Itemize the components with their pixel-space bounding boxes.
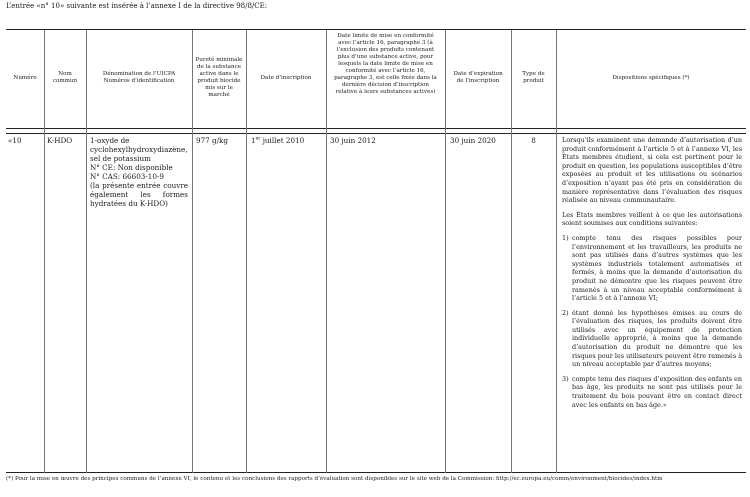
table-bottom-rule xyxy=(6,472,746,473)
spec-condition-3 xyxy=(562,375,742,409)
cell-date-limite: 30 juin 2012 xyxy=(330,136,376,145)
header-numero: Numéro xyxy=(13,74,37,81)
cell-numero: «10 xyxy=(8,136,22,145)
header-dispositions: Dispositions spécifiques (*) xyxy=(612,74,690,81)
iupac-name: 1-oxyde de cyclohexylhydroxydiazène, sel de potassium xyxy=(90,136,188,163)
cell-expiration: 30 juin 2020 xyxy=(450,136,496,145)
table-top-rule xyxy=(6,29,746,30)
header-date-limite: Date limite de mise en conformité avec l’article 16, paragraphe 3 (à l’exclusion des produits contenant plus d’une substance active, pour lesquels la date limite de mise en conformité avec l’article 16, paragraphe 3, est celle fixée dans la dernière décision d’inscription relative à leurs substances actives) xyxy=(334,33,437,95)
cas-number: N° CAS: 66603-10-9 xyxy=(90,172,164,181)
header-expiration: Date d’expiration de l’inscription xyxy=(453,71,503,84)
footnote: (*) Pour la mise en œuvre des principes communs de l’annexe VI, le contenu et les conclusions des rapports d’évaluation sont disponibles sur le site web de la Commission: http://ec.europa.eu/comm/environment/biocides/index.htm xyxy=(6,476,663,482)
spec-paragraph-1: Lorsqu’ils examinent une demande d’autorisation d’un produit conformément à l’article 5 et à l’annexe VI, les États membres étudient, si cela est pertinent pour le produit en question, les populations susceptibles d’être exposées au produit et les utilisations ou scénarios d’exposition n’ayant pas été pris en considération de manière représentative dans l’évaluation des risques réalisée au niveau communautaire. xyxy=(562,136,742,205)
ec-number: N° CE: Non disponible xyxy=(90,163,173,172)
header-type: Type de produit xyxy=(522,71,545,84)
cell-inscription xyxy=(251,136,325,145)
header-nom-commun: Nom commun xyxy=(52,71,78,84)
cell-purete: 977 g/kg xyxy=(196,136,228,145)
header-bottom-rule xyxy=(6,128,746,129)
coverage-note: (la présente entrée couvre également les formes hydratées du K-HDO) xyxy=(90,181,188,208)
cell-nom-commun: K-HDO xyxy=(47,136,73,145)
header-double-rule xyxy=(6,133,746,134)
condition-number: 3) xyxy=(562,374,569,383)
spec-paragraph-2: Les États membres veillent à ce que les autorisations soient soumises aux conditions suivantes: xyxy=(562,210,742,228)
condition-text: compte tenu des risques possibles pour l’environnement et les travailleurs, les produits ne sont pas utilisés dans d’autres systèmes que les systèmes industriels totalement automatisés et fermés, à moins que la demande d’autorisation du produit ne démontre que les risques peuvent être ramenés à un niveau acceptable conformément à l’article 5 et à l’annexe VI; xyxy=(572,233,742,303)
cell-type: 8 xyxy=(531,136,536,145)
condition-text: compte tenu des risques d’exposition des enfants en bas âge, les produits ne sont pas utilisés pour le traitement du bois pouvant être en contact direct avec les enfants en bas âge.» xyxy=(572,374,742,409)
spec-condition-2 xyxy=(562,309,742,369)
cell-dispositions xyxy=(562,136,742,409)
cell-denomination xyxy=(90,136,188,208)
inscription-day: 1 xyxy=(251,136,256,145)
inscription-month-year: juillet 2010 xyxy=(260,136,305,145)
header-purete: Pureté minimale de la substance active dans le produit biocide mis sur le marché xyxy=(195,57,243,98)
condition-number: 2) xyxy=(562,308,569,317)
header-denomination: Dénomination de l’UICPA Numéros d’identification xyxy=(102,71,176,84)
intro-text: L’entrée «n° 10» suivante est insérée à l’annexe I de la directive 98/8/CE: xyxy=(6,2,268,10)
inscription-ordinal: er xyxy=(255,136,261,142)
condition-text: étant donné les hypothèses émises au cours de l’évaluation des risques, les produits doivent être utilisés avec un équipement de protection individuelle approprié, à moins que la demande d’autorisation du produit ne démontre que les risques pour les utilisateurs peuvent être ramenés à un niveau acceptable par d’autres moyens; xyxy=(572,308,742,369)
condition-number: 1) xyxy=(562,233,569,242)
spec-condition-1 xyxy=(562,234,742,303)
header-inscription: Date d’inscription xyxy=(260,74,312,81)
